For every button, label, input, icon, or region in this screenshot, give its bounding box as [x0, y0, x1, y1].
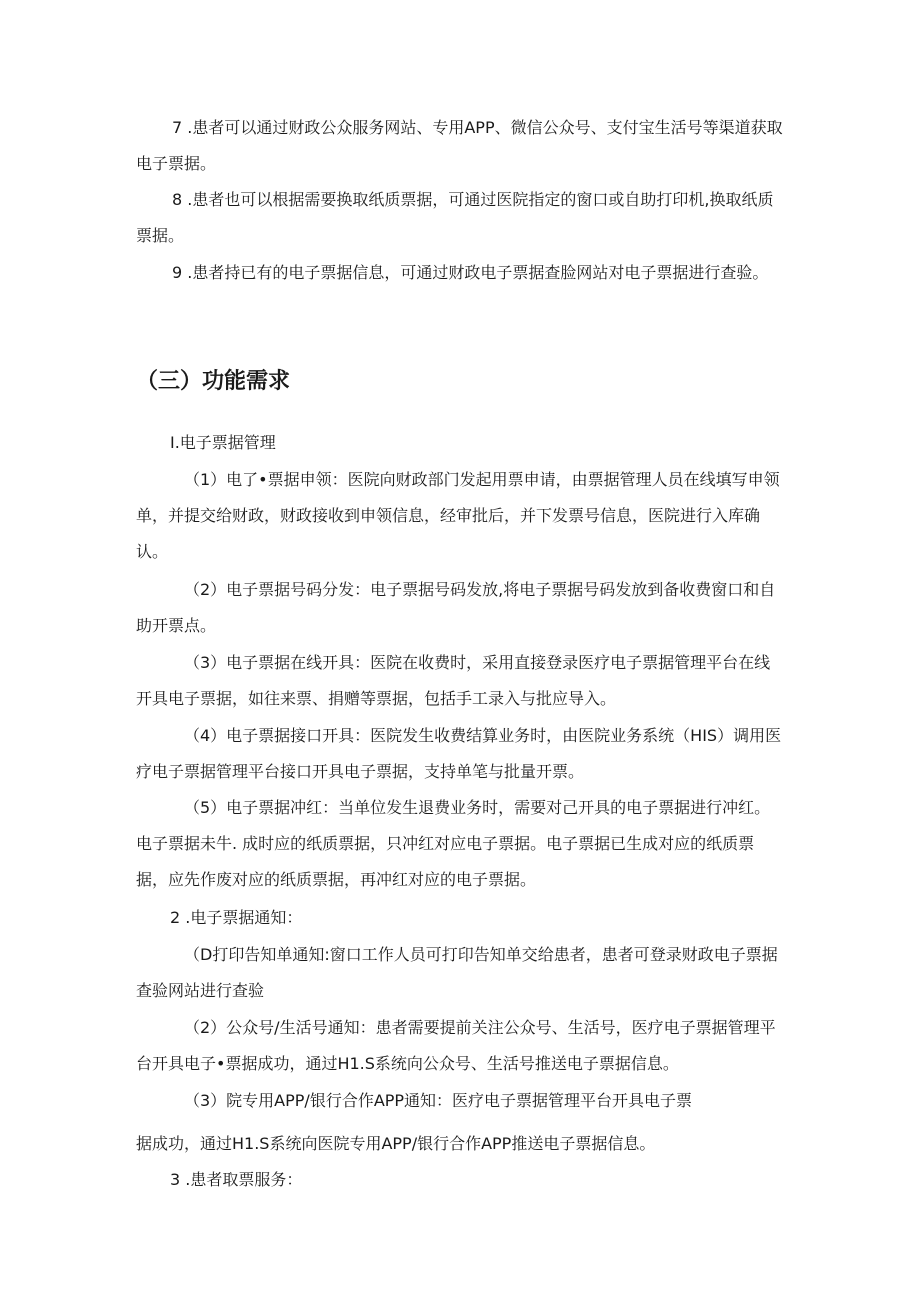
item-1-1: （1）电了•票据申领：医院向财政部门发起用票申请，由票据管理人员在线填写申领单，并提交给财政，财政接收到申领信息，经审批后，并下发票号信息，医院进行入库确认。 — [136, 470, 780, 561]
item-1-2: （2）电子票据号码分发：电子票据号码发放,将电子票据号码发放到备收费窗口和自助开票点。 — [136, 580, 776, 635]
item-1-3: （3）电子票据在线开具：医院在收费时，采用直接登录医疗电子票据管理平台在线开具电子票据，如往来票、捐赠等票据，包括手工录入与批应导入。 — [136, 653, 771, 708]
item-2-3-line2: 据成功，通过H1.S系统向医院专用APP/银行合作APP推送电子票据信息。 — [136, 1134, 656, 1153]
item-2-1: （D打印告知单通知:窗口工作人员可打印告知单交给患者，患者可登录财政电子票据查验网站进行查验 — [136, 945, 778, 1000]
item-2-3-line1: （3）院专用APP/银行合作APP通知：医疗电子票据管理平台开具电子票 — [184, 1091, 693, 1110]
paragraph-9: 9 .患者持已有的电子票据信息，可通过财政电子票据查脸网站对电子票据进行查验。 — [172, 263, 769, 282]
item-1-4: （4）电子票据接口开具：医院发生收费结算业务时，由医院业务系统（HIS）调用医疗电子票据管理平台接口开具电子票据，支持单笔与批量开票。 — [136, 726, 782, 781]
paragraph-7: 7 .患者可以通过财政公众服务网站、专用APP、微信公众号、支付宝生活号等渠道获取电子票据。 — [136, 118, 783, 173]
item-2-title: 2 .电子票据通知： — [170, 908, 303, 927]
item-1-title: I.电子票据管理 — [170, 433, 276, 452]
item-1-5: （5）电子票据冲红：当单位发生退费业务时，需要对己开具的电子票据进行冲红。电子票据未牛. 成时应的纸质票据，只冲红对应电子票据。电子票据已生成对应的纸质票据，应先作废对应的纸质票据，再冲红对应的电子票据。 — [136, 798, 771, 889]
item-2-2: （2）公众号/生活号通知：患者需要提前关注公众号、生活号，医疗电子票据管理平台开具电子•票据成功，通过H1.S系统向公众号、生活号推送电子票据信息。 — [136, 1018, 776, 1073]
paragraph-8: 8 .患者也可以根据需要换取纸质票据，可通过医院指定的窗口或自助打印机,换取纸质票据。 — [136, 190, 774, 245]
item-3-title: 3 .患者取票服务： — [170, 1170, 303, 1189]
section-heading: （三）功能需求 — [136, 369, 291, 394]
